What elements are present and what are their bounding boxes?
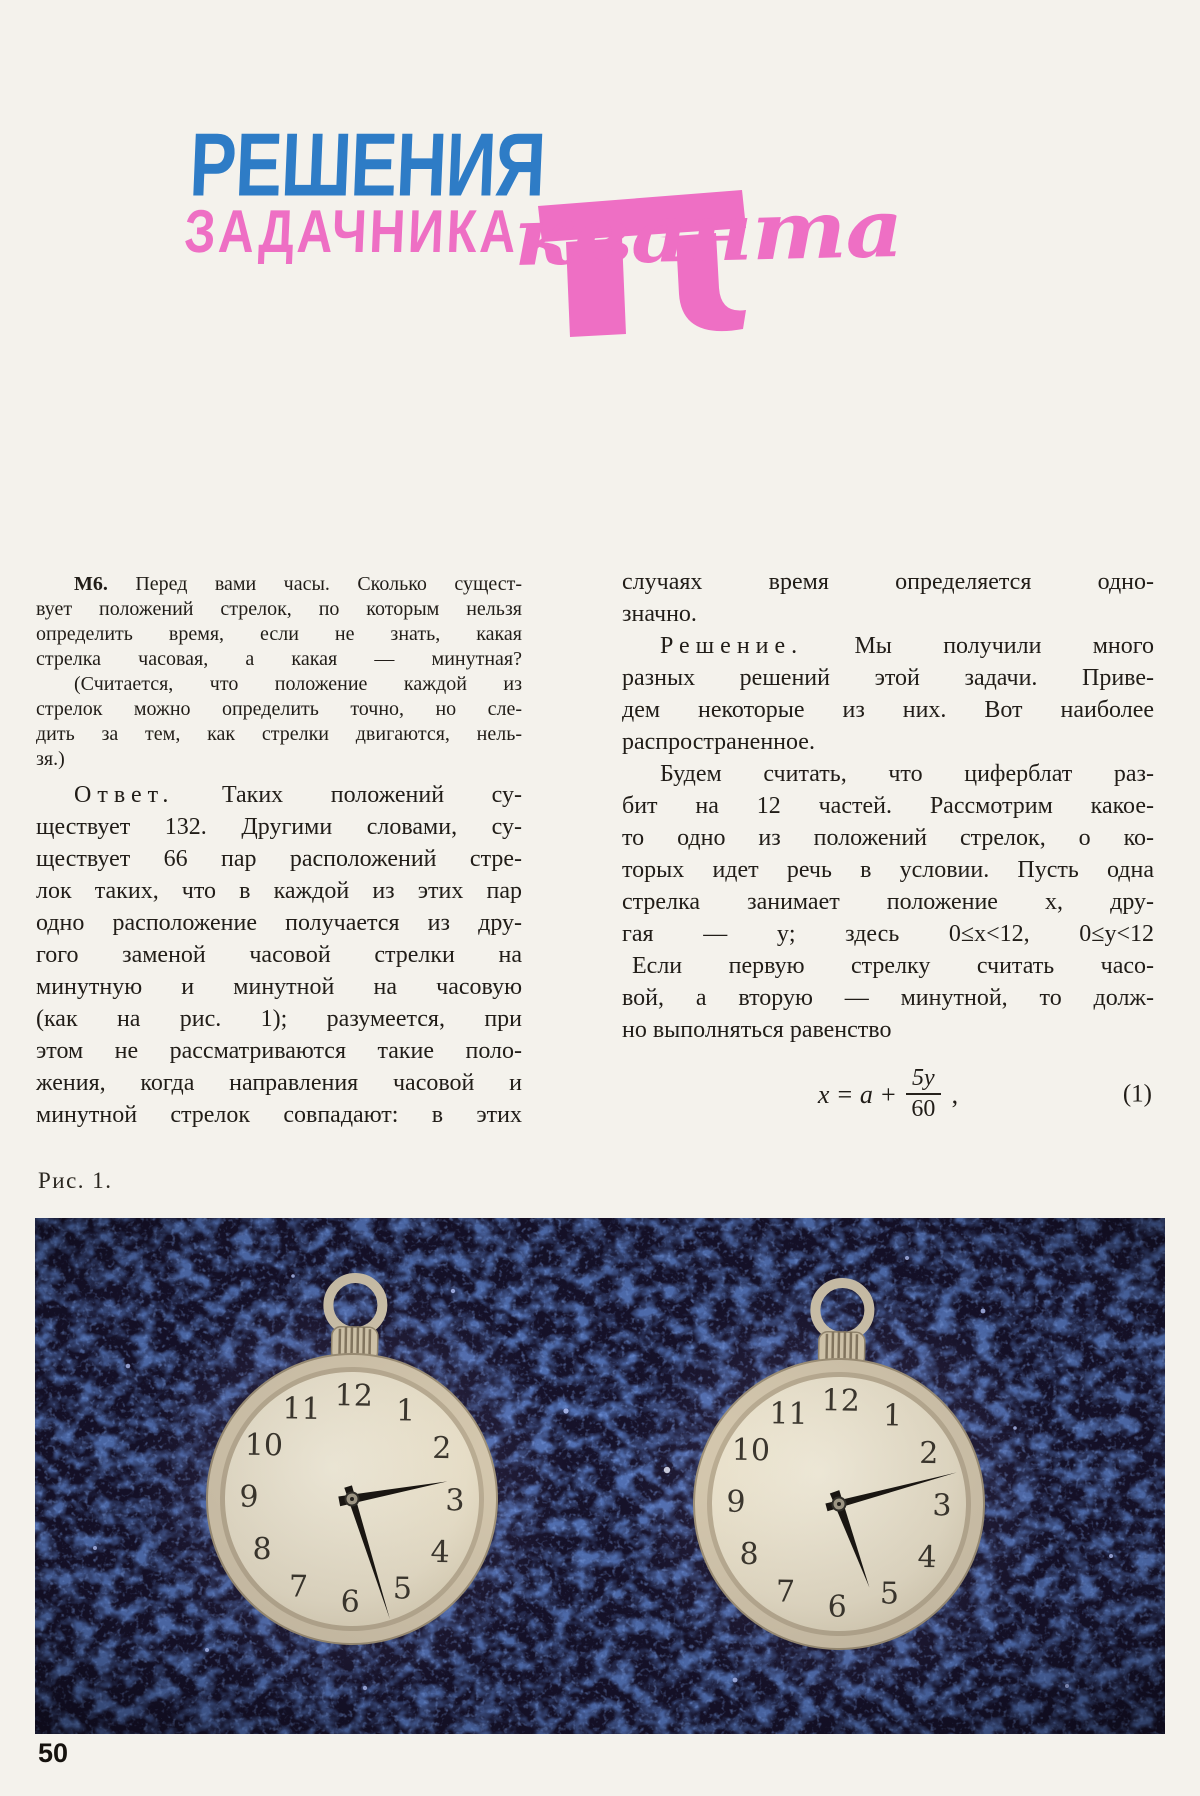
answer-line: лок таких, что в каждой из этих пар — [36, 878, 522, 904]
solution-line — [622, 630, 1154, 662]
solution-label: Решение. — [660, 633, 804, 659]
solution-line: распространенное. — [622, 729, 815, 755]
answer-paragraph — [36, 779, 522, 1131]
problem-line: вует положений стрелок, по которым нельзя — [36, 598, 522, 620]
answer-line: минутную и минутной на часовую — [36, 974, 522, 1000]
answer-line: (как на рис. 1); разумеется, при — [36, 1006, 522, 1032]
answer-line: ществует 66 пар расположений стре- — [36, 846, 522, 872]
solution-line: гая — y; здесь 0≤x<12, 0≤y<12 — [622, 921, 1154, 947]
solution-line: бит на 12 частей. Рассмотрим какое- — [622, 793, 1154, 819]
equation-comma: , — [951, 1079, 959, 1109]
masthead-title-resheniya: РЕШЕНИЯ — [187, 115, 547, 216]
problem-number: М6. — [74, 573, 108, 595]
equation-expression — [818, 1065, 958, 1129]
problem-line: стрелок можно определить точно, но сле- — [36, 698, 522, 720]
right-column — [622, 566, 1154, 1134]
equation-lhs: x = a + — [817, 1079, 897, 1109]
answer-label: Ответ. — [74, 782, 175, 808]
answer-line: жения, когда направления часовой и — [36, 1070, 522, 1096]
solution-line: разных решений этой задачи. Приве- — [622, 665, 1154, 691]
solution-line: торых идет речь в условии. Пусть одна — [622, 857, 1154, 883]
problem-line — [36, 572, 522, 597]
fraction-numerator: 5y — [906, 1065, 941, 1095]
answer-line: этом не рассматриваются такие поло- — [36, 1038, 522, 1064]
problem-line: дить за тем, как стрелки двигаются, нель- — [36, 723, 522, 745]
solution-text: Мы получили много — [854, 633, 1155, 659]
answer-line: минутной стрелок совпадают: в этих — [36, 1102, 522, 1128]
problem-line: (Считается, что положение каждой из — [74, 673, 522, 695]
answer-line — [36, 779, 522, 811]
kvant-logo-word: кванта — [512, 180, 904, 284]
problem-line: стрелка часовая, а какая — минутная? — [36, 648, 522, 670]
problem-line: зя.) — [36, 748, 65, 770]
solution-line: но выполняться равенство — [622, 1017, 892, 1043]
equation-1 — [622, 1060, 1154, 1134]
solution-line: Будем считать, что циферблат раз- — [660, 761, 1154, 787]
answer-text: Таких положений су- — [221, 782, 522, 808]
left-column — [36, 572, 522, 1131]
answer-line: одно расположение получается из дру- — [36, 910, 522, 936]
photo-vignette — [35, 1218, 1165, 1734]
figure-photo-watches — [35, 1218, 1165, 1734]
problem-line: определить время, если не знать, какая — [36, 623, 522, 645]
solution-line: дем некоторые из них. Вот наиболее — [622, 697, 1154, 723]
figure-label: Рис. 1. — [38, 1168, 113, 1193]
solution-line: то одно из положений стрелок, о ко- — [622, 825, 1154, 851]
answer-line: гого заменой часовой стрелки на — [36, 942, 522, 968]
problem-text: Перед вами часы. Сколько сущест- — [135, 573, 522, 595]
equation-number: (1) — [1122, 1080, 1152, 1108]
page-number: 50 — [38, 1738, 69, 1768]
solution-line: вой, а вторую — минутной, то долж- — [622, 985, 1154, 1011]
equation-fraction — [906, 1065, 941, 1123]
answer-line: ществует 132. Другими словами, су- — [36, 814, 522, 840]
solution-line: случаях время определяется одно- — [622, 569, 1154, 595]
solution-line: стрелка занимает положение x, дру- — [622, 889, 1154, 915]
fraction-denominator: 60 — [911, 1096, 936, 1122]
masthead-title-zadachnika: ЗАДАЧНИКА — [183, 198, 520, 266]
solution-line: значно. — [622, 601, 697, 627]
solution-line: Если первую стрелку считать часо- — [632, 953, 1154, 979]
problem-statement — [36, 572, 522, 772]
